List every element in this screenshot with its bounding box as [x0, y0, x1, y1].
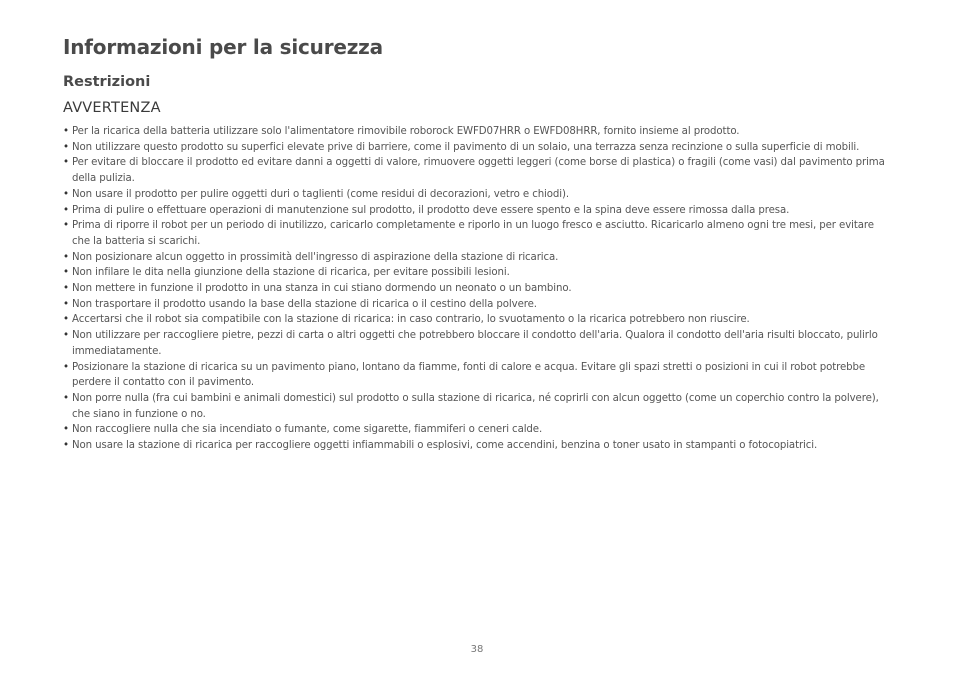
list-item-text: Per evitare di bloccare il prodotto ed evitare danni a oggetti di valore, rimuovere oggetti leggeri (come borse di plastica) o fragili (come vasi) dal pavimento prima della pulizia.	[72, 157, 885, 185]
list-item-text: Non raccogliere nulla che sia incendiato o fumante, come sigarette, fiammiferi o ceneri calde.	[72, 424, 543, 436]
list-item-text: Posizionare la stazione di ricarica su un pavimento piano, lontano da fiamme, fonti di calore e acqua. Evitare gli spazi stretti o posizioni in cui il robot potrebbe perdere il contatto con il pavimento.	[72, 361, 866, 389]
list-item	[63, 187, 891, 203]
list-item	[63, 391, 891, 422]
warning-list	[63, 124, 891, 454]
list-item	[63, 328, 891, 359]
document-page	[63, 34, 891, 454]
list-item-text: Non utilizzare questo prodotto su superfici elevate prive di barriere, come il pavimento di un solaio, una terrazza senza recinzione o sulla superficie di mobili.	[72, 141, 860, 153]
bullet-icon: •	[63, 330, 69, 342]
list-item	[63, 297, 891, 313]
list-item-text: Non mettere in funzione il prodotto in una stanza in cui stiano dormendo un neonato o un bambino.	[72, 283, 572, 295]
bullet-icon: •	[63, 267, 69, 279]
list-item	[63, 438, 891, 454]
list-item-text: Non trasportare il prodotto usando la base della stazione di ricarica o il cestino della polvere.	[72, 298, 537, 310]
list-item-text: Non utilizzare per raccogliere pietre, pezzi di carta o altri oggetti che potrebbero bloccare il condotto dell'aria. Qualora il condotto dell'aria risulti bloccato, pulirlo immediatamente.	[72, 330, 878, 357]
bullet-icon: •	[63, 283, 69, 295]
list-item-text: Prima di pulire o effettuare operazioni di manutenzione sul prodotto, il prodotto deve essere spento e la spina deve essere rimossa dalla presa.	[72, 204, 790, 216]
list-item	[63, 422, 891, 438]
list-item-text: Per la ricarica della batteria utilizzare solo l'alimentatore rimovibile roborock EWFD07HRR o EWFD08HRR, fornito insieme al prodotto.	[72, 126, 740, 137]
list-item-text: Non infilare le dita nella giunzione della stazione di ricarica, per evitare possibili lesioni.	[72, 267, 510, 279]
list-item-text: Non usare la stazione di ricarica per raccogliere oggetti infiammabili o esplosivi, come accendini, benzina o toner usato in stampanti o fotocopiatrici.	[72, 440, 818, 452]
bullet-icon: •	[63, 188, 69, 200]
list-item-text: Prima di riporre il robot per un periodo di inutilizzo, caricarlo completamente e riporlo in un luogo fresco e asciutto. Ricaricarlo almeno ogni tre mesi, per evitare che la batteria si scarichi.	[72, 220, 874, 247]
list-item	[63, 281, 891, 297]
page-title: Informazioni per la sicurezza	[63, 35, 383, 59]
bullet-icon: •	[63, 220, 69, 232]
list-item	[63, 265, 891, 281]
list-item	[63, 203, 891, 219]
page-number: 38	[470, 644, 484, 655]
list-item	[63, 124, 891, 140]
bullet-icon: •	[63, 141, 69, 153]
bullet-icon: •	[63, 361, 69, 373]
bullet-icon: •	[63, 314, 69, 326]
list-item	[63, 250, 891, 266]
list-item	[63, 155, 891, 186]
section-heading: Restrizioni	[63, 74, 151, 90]
bullet-icon: •	[63, 204, 69, 216]
list-item-text: Non posizionare alcun oggetto in prossimità dell'ingresso di aspirazione della stazione di ricarica.	[72, 251, 559, 263]
list-item-text: Non porre nulla (fra cui bambini e animali domestici) sul prodotto o sulla stazione di ricarica, né coprirli con alcun oggetto (come un coperchio contro la polvere), che siano in funzione o no.	[72, 392, 879, 420]
bullet-icon: •	[63, 157, 69, 169]
list-item	[63, 312, 891, 328]
list-item-text: Accertarsi che il robot sia compatibile con la stazione di ricarica: in caso contrario, lo svuotamento o la ricarica potrebbero non riuscire.	[72, 314, 750, 326]
warning-heading: AVVERTENZA	[63, 100, 161, 116]
bullet-icon: •	[63, 126, 69, 137]
bullet-icon: •	[63, 392, 69, 404]
bullet-icon: •	[63, 251, 69, 263]
bullet-icon: •	[63, 440, 69, 452]
list-item	[63, 360, 891, 391]
bullet-icon: •	[63, 424, 69, 436]
list-item-text: Non usare il prodotto per pulire oggetti duri o taglienti (come residui di decorazioni, vetro e chiodi).	[72, 188, 570, 200]
list-item	[63, 218, 891, 249]
list-item	[63, 140, 891, 156]
bullet-icon: •	[63, 298, 69, 310]
